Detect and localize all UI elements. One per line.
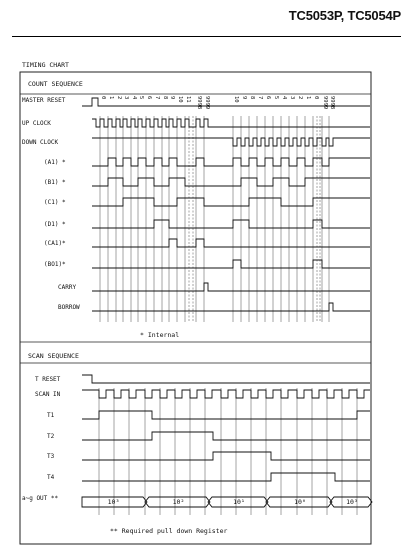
bus-value-label: 10⁰: [294, 498, 306, 507]
signal-label-out: a~g OUT **: [22, 495, 59, 502]
b1-waveform: [92, 178, 370, 186]
up-tick-label: 6: [146, 96, 152, 100]
signal-label-carry: CARRY: [58, 284, 77, 291]
signal-label-d1: (D1) *: [44, 221, 66, 228]
t-reset-waveform: [82, 375, 370, 383]
borrow-waveform: [92, 303, 370, 311]
down-tick-label: 9999: [322, 96, 328, 110]
ca1-waveform: [92, 239, 370, 247]
signal-label-t-reset: T RESET: [35, 376, 61, 383]
scan-in-waveform: [82, 390, 370, 398]
signal-label-scan-in: SCAN IN: [35, 391, 61, 398]
down-tick-label: 2: [297, 96, 303, 100]
down-tick-label: 1: [305, 96, 311, 100]
down-tick-label: 10: [233, 96, 239, 103]
signal-label-t4: T4: [47, 474, 55, 481]
timing-chart-title: TIMING CHART: [22, 61, 69, 69]
signal-label-up-clock: UP CLOCK: [22, 120, 51, 127]
down-tick-label: 0: [313, 96, 319, 100]
page-title: TC5053P, TC5054P: [288, 8, 401, 23]
down-tick-label: 3: [289, 96, 295, 100]
up-tick-label: 8: [162, 96, 168, 100]
down-tick-label: 6: [265, 96, 271, 100]
bus-value-label: 10²: [172, 498, 185, 507]
up-tick-label: 2: [116, 96, 122, 100]
a1-waveform: [92, 158, 370, 166]
bus-value-label: 10³: [107, 498, 120, 507]
signal-label-bo1: (BO1)*: [44, 261, 66, 268]
up-tick-label: 9999: [204, 96, 210, 110]
down-tick-label: 9: [241, 96, 247, 100]
up-tick-label: 10: [177, 96, 183, 103]
signal-label-ca1: (CA1)*: [44, 240, 66, 247]
d1-waveform: [92, 220, 370, 228]
up-tick-label: 0: [100, 96, 106, 100]
bo1-waveform: [92, 260, 370, 268]
signal-label-c1: (C1) *: [44, 199, 66, 206]
signal-label-t2: T2: [47, 433, 55, 440]
bus-value-label: 10¹: [233, 498, 245, 507]
signal-label-b1: (B1) *: [44, 179, 66, 186]
signal-label-a1: (A1) *: [44, 159, 66, 166]
count-footnote: * Internal: [140, 331, 180, 339]
down-clock-waveform: [92, 138, 370, 146]
down-tick-label: 4: [281, 96, 287, 100]
scan-sequence-title: SCAN SEQUENCE: [28, 352, 79, 360]
scan-footnote: ** Required pull down Register: [110, 527, 228, 535]
signal-label-borrow: BORROW: [58, 304, 80, 311]
bus-value-label: 10³: [346, 498, 358, 507]
up-tick-label: 4: [131, 96, 137, 100]
signal-label-down-clock: DOWN CLOCK: [22, 139, 59, 146]
carry-waveform: [92, 283, 370, 291]
signal-label-t1: T1: [47, 412, 55, 419]
up-tick-label: 1: [108, 96, 114, 100]
signal-label-t3: T3: [47, 453, 55, 460]
down-tick-label: 5: [273, 96, 279, 100]
up-clock-waveform: [92, 119, 370, 127]
up-tick-label: 7: [154, 96, 160, 100]
signal-label-master-reset: MASTER RESET: [22, 97, 66, 104]
down-tick-label: 9998: [329, 96, 335, 110]
up-tick-label: 9998: [196, 96, 202, 110]
down-tick-label: 7: [257, 96, 263, 100]
count-sequence-title: COUNT SEQUENCE: [28, 80, 83, 88]
up-tick-label: 3: [123, 96, 129, 100]
up-tick-label: 11: [185, 96, 191, 103]
up-tick-label: 5: [138, 96, 144, 100]
c1-waveform: [92, 198, 370, 206]
up-tick-label: 9: [169, 96, 175, 100]
down-tick-label: 8: [249, 96, 255, 100]
